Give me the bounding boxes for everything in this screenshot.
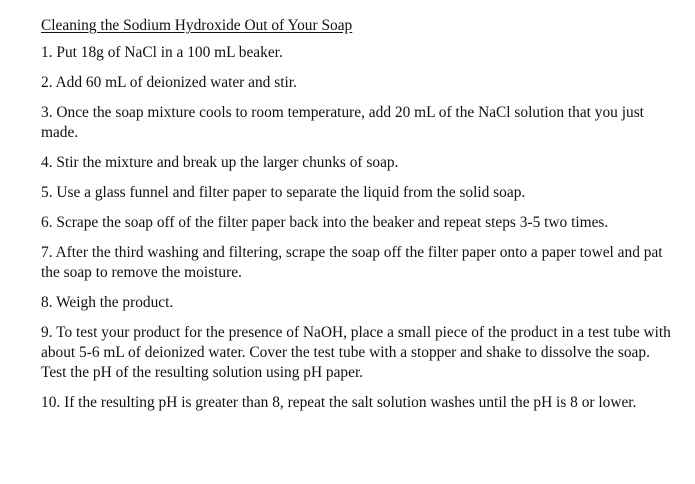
- step-item: 3. Once the soap mixture cools to room temperature, add 20 mL of the NaCl solution that you just made.: [41, 104, 644, 141]
- step-item: 1. Put 18g of NaCl in a 100 mL beaker.: [41, 44, 283, 61]
- step-item: 8. Weigh the product.: [41, 294, 174, 311]
- document: [41, 16, 671, 423]
- step-item: 9. To test your product for the presence of NaOH, place a small piece of the product in a test tube with about 5-6 mL of deionized water. Cover the test tube with a stopper and shake to dissolve the soap. Test the pH of the resulting solution using pH paper.: [41, 324, 671, 381]
- step-item: 2. Add 60 mL of deionized water and stir.: [41, 74, 297, 91]
- step-list: [41, 43, 671, 413]
- step-item: 5. Use a glass funnel and filter paper to separate the liquid from the solid soap.: [41, 184, 526, 201]
- step-item: 6. Scrape the soap off of the filter paper back into the beaker and repeat steps 3-5 two times.: [41, 214, 609, 231]
- step-item: 7. After the third washing and filtering, scrape the soap off the filter paper onto a paper towel and pat the soap to remove the moisture.: [41, 244, 663, 281]
- step-item: 10. If the resulting pH is greater than 8, repeat the salt solution washes until the pH is 8 or lower.: [41, 394, 637, 411]
- document-title: Cleaning the Sodium Hydroxide Out of Your Soap: [41, 17, 353, 34]
- step-item: 4. Stir the mixture and break up the larger chunks of soap.: [41, 154, 399, 171]
